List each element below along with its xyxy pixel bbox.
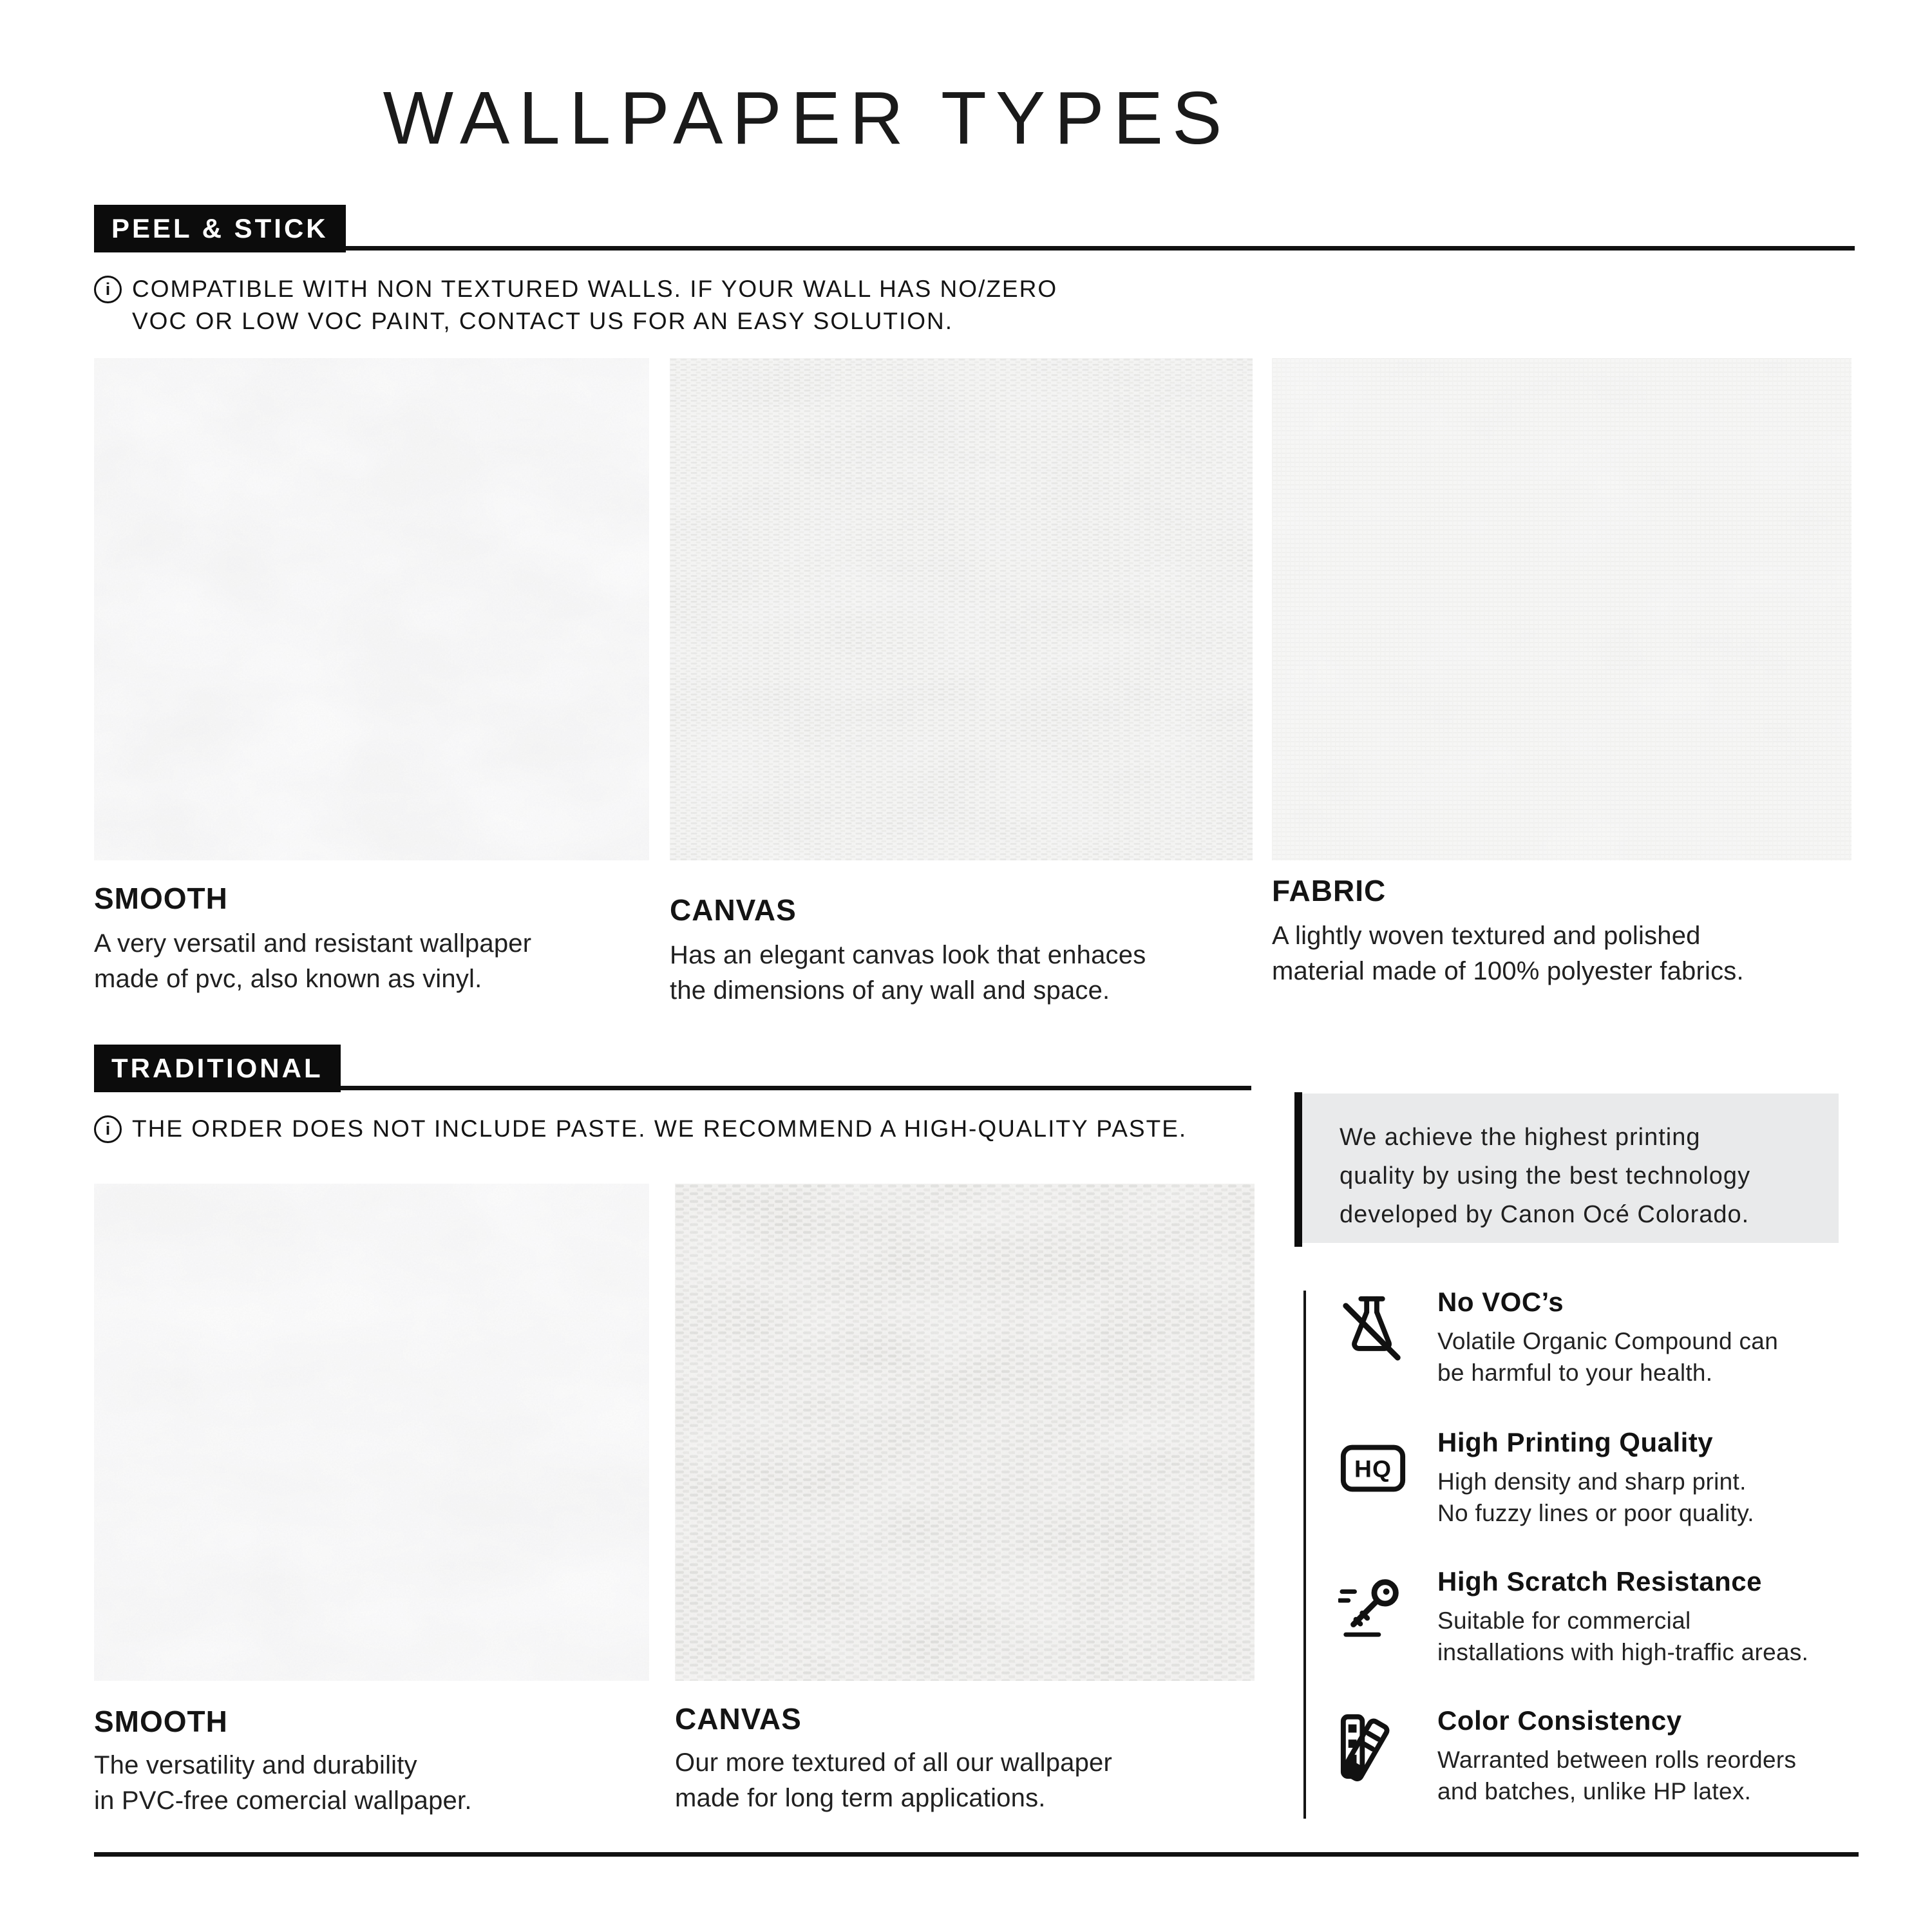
feature-title: High Scratch Resistance [1437, 1566, 1763, 1596]
peel-smooth-desc [94, 926, 531, 997]
quality-note-box [1302, 1094, 1839, 1243]
section-badge-peel-stick: PEEL & STICK [94, 205, 346, 252]
no-voc-icon [1338, 1293, 1408, 1363]
feature-color-consistency [1338, 1705, 1866, 1842]
feature-desc-line2: installations with high-traffic areas. [1437, 1639, 1809, 1665]
peel-smooth-label: SMOOTH [94, 882, 228, 915]
key-icon [1338, 1573, 1408, 1642]
feature-desc-line1: Suitable for commercial [1437, 1607, 1691, 1634]
info-icon: i [94, 276, 122, 303]
peel-canvas-label: CANVAS [670, 893, 797, 927]
traditional-smooth-desc-line2: in PVC-free comercial wallpaper. [94, 1786, 472, 1815]
feature-title: No VOC’s [1437, 1287, 1564, 1317]
traditional-smooth-desc-line1: The versatility and durability [94, 1751, 417, 1779]
feature-high-printing-quality [1338, 1427, 1866, 1564]
peel-canvas-desc-line2: the dimensions of any wall and space. [670, 976, 1110, 1005]
traditional-canvas-desc [675, 1745, 1112, 1816]
peel-canvas-desc [670, 938, 1146, 1009]
quality-box-accent-bar [1294, 1092, 1302, 1247]
peel-smooth-desc-line1: A very versatil and resistant wallpaper [94, 929, 532, 958]
peel-canvas-swatch-image [670, 358, 1253, 860]
feature-no-voc [1338, 1287, 1866, 1423]
section-rule-peel-stick [94, 246, 1855, 251]
hq-icon [1338, 1434, 1408, 1503]
feature-desc-line1: Warranted between rolls reorders [1437, 1747, 1797, 1773]
traditional-smooth-label: SMOOTH [94, 1705, 228, 1738]
feature-desc-line2: No fuzzy lines or poor quality. [1437, 1500, 1754, 1526]
traditional-canvas-desc-line2: made for long term applications. [675, 1784, 1046, 1812]
color-swatches-icon [1338, 1712, 1408, 1781]
features-divider-line [1303, 1291, 1306, 1819]
feature-desc-line1: Volatile Organic Compound can [1437, 1328, 1779, 1354]
quality-note-line3: developed by Canon Océ Colorado. [1340, 1201, 1750, 1228]
traditional-note-line1: THE ORDER DOES NOT INCLUDE PASTE. WE RECOMMEND A HIGH-QUALITY PASTE. [132, 1115, 1188, 1142]
page-title: WALLPAPER TYPES [383, 76, 1231, 160]
feature-desc-line2: be harmful to your health. [1437, 1359, 1713, 1386]
feature-desc-line2: and batches, unlike HP latex. [1437, 1778, 1752, 1804]
peel-canvas-desc-line1: Has an elegant canvas look that enhaces [670, 941, 1146, 969]
peel-fabric-desc-line1: A lightly woven textured and polished [1272, 922, 1701, 950]
peel-fabric-swatch-image [1272, 358, 1852, 860]
traditional-canvas-swatch-image [675, 1184, 1255, 1681]
quality-note-line1: We achieve the highest printing [1340, 1124, 1701, 1151]
hq-icon-label: HQ [1354, 1455, 1392, 1482]
feature-desc-line1: High density and sharp print. [1437, 1468, 1747, 1495]
quality-note-line2: quality by using the best technology [1340, 1162, 1751, 1189]
peel-stick-note-line2: VOC OR LOW VOC PAINT, CONTACT US FOR AN EASY SOLUTION. [132, 308, 954, 334]
peel-smooth-swatch-image [94, 358, 649, 860]
feature-title: Color Consistency [1437, 1705, 1682, 1736]
peel-fabric-desc [1272, 918, 1744, 989]
info-icon: i [94, 1115, 122, 1143]
peel-smooth-desc-line2: made of pvc, also known as vinyl. [94, 965, 482, 993]
traditional-canvas-label: CANVAS [675, 1702, 802, 1736]
peel-fabric-desc-line2: material made of 100% polyester fabrics. [1272, 957, 1744, 985]
peel-stick-note-line1: COMPATIBLE WITH NON TEXTURED WALLS. IF YOUR WALL HAS NO/ZERO [132, 276, 1058, 302]
section-badge-traditional: TRADITIONAL [94, 1045, 341, 1092]
peel-stick-note [94, 273, 1057, 337]
feature-title: High Printing Quality [1437, 1427, 1714, 1457]
traditional-canvas-desc-line1: Our more textured of all our wallpaper [675, 1748, 1113, 1777]
feature-high-scratch-resistance [1338, 1566, 1866, 1703]
traditional-note [94, 1113, 1187, 1145]
peel-fabric-label: FABRIC [1272, 874, 1387, 907]
bottom-divider [94, 1852, 1859, 1857]
traditional-smooth-desc [94, 1748, 472, 1819]
traditional-smooth-swatch-image [94, 1184, 649, 1681]
